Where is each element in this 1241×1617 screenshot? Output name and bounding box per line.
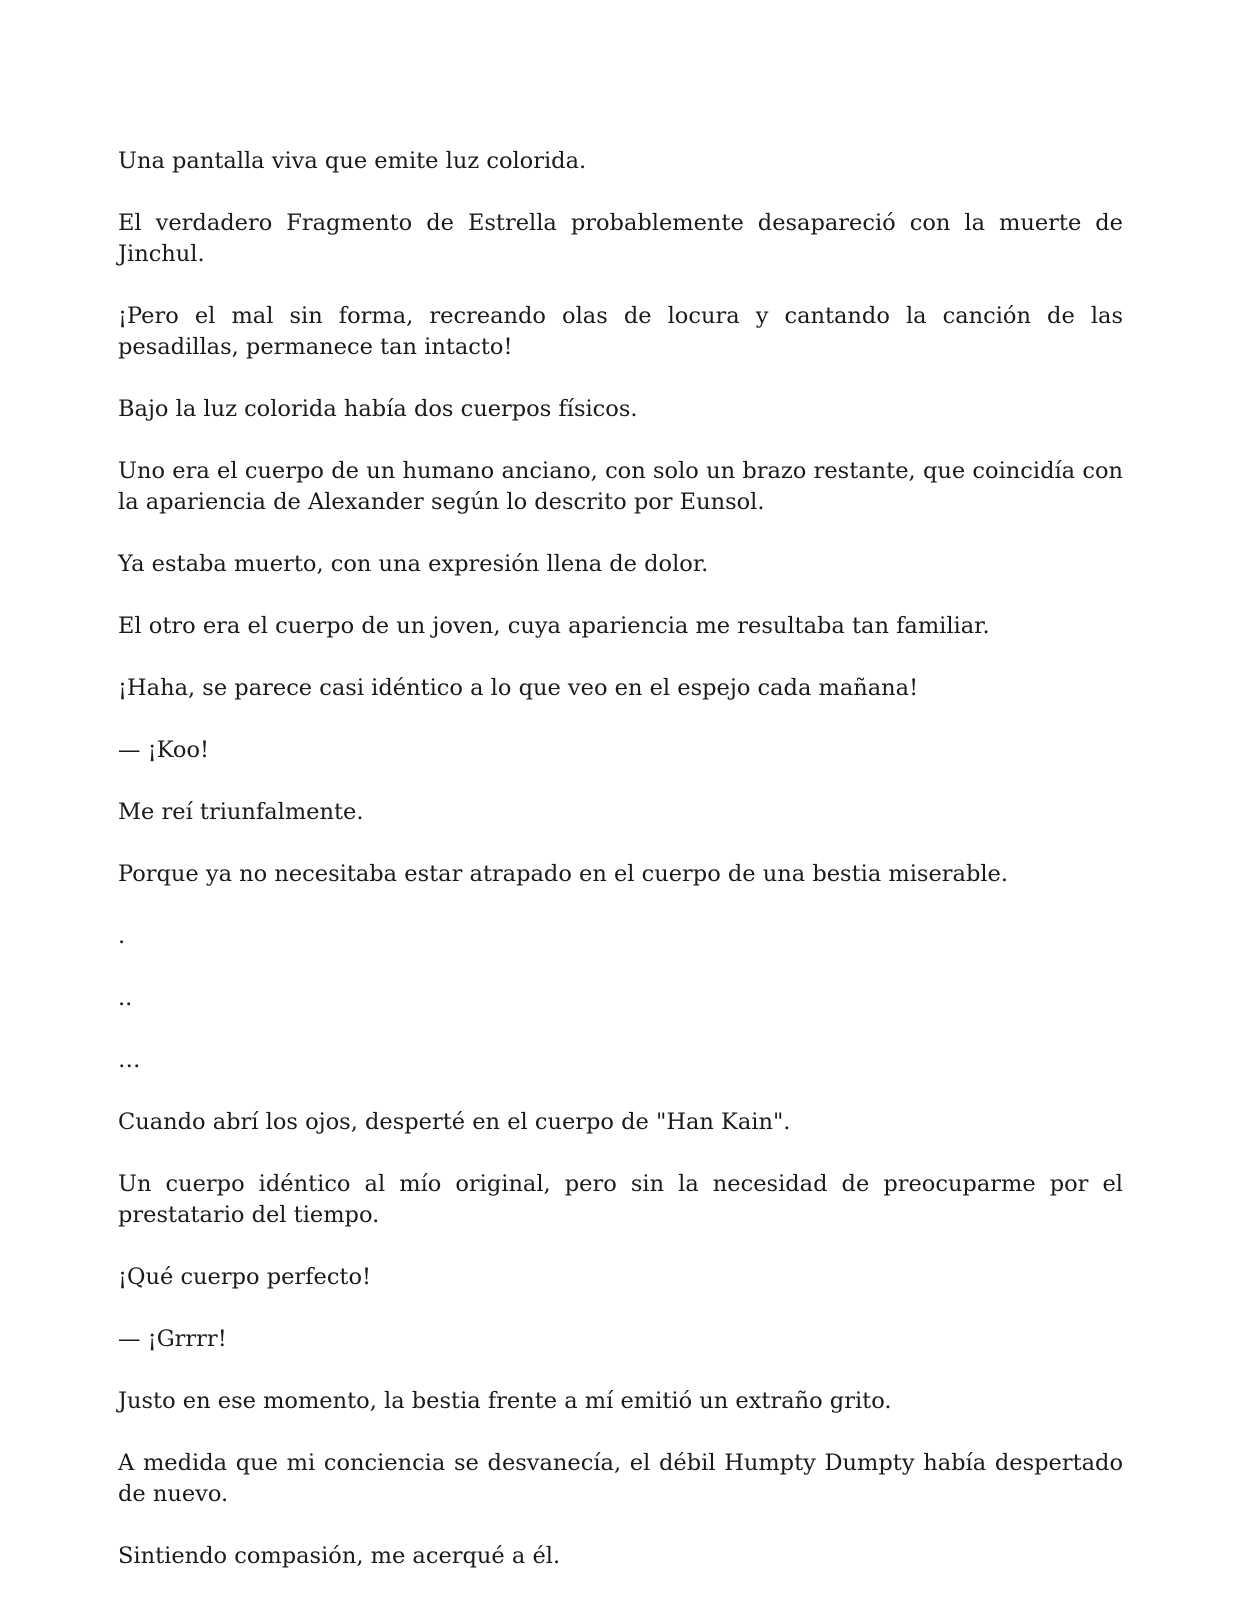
paragraph: Porque ya no necesitaba estar atrapado en el cuerpo de una bestia miserable. (118, 861, 1009, 887)
paragraph: Una pantalla viva que emite luz colorida. (118, 148, 587, 174)
paragraph: Justo en ese momento, la bestia frente a mí emitió un extraño grito. (118, 1388, 892, 1414)
paragraph: Un cuerpo idéntico al mío original, pero sin la necesidad de preocuparme por el prestatario del tiempo. (118, 1171, 1123, 1228)
paragraph: El otro era el cuerpo de un joven, cuya apariencia me resultaba tan familiar. (118, 613, 990, 639)
paragraph: El verdadero Fragmento de Estrella probablemente desapareció con la muerte de Jinchul. (118, 210, 1123, 267)
paragraph: … (118, 1047, 141, 1073)
paragraph: Cuando abrí los ojos, desperté en el cuerpo de "Han Kain". (118, 1109, 791, 1135)
paragraph: ¡Qué cuerpo perfecto! (118, 1264, 372, 1290)
paragraph: ¡Haha, se parece casi idéntico a lo que veo en el espejo cada mañana! (118, 675, 919, 701)
document-body (118, 146, 1123, 1603)
paragraph: ¡Pero el mal sin forma, recreando olas de locura y cantando la canción de las pesadillas, permanece tan intacto! (118, 303, 1123, 360)
paragraph: — ¡Grrrr! (118, 1326, 227, 1352)
paragraph: Ya estaba muerto, con una expresión llena de dolor. (118, 551, 709, 577)
paragraph: .. (118, 985, 133, 1011)
paragraph: Me reí triunfalmente. (118, 799, 364, 825)
paragraph: Uno era el cuerpo de un humano anciano, con solo un brazo restante, que coincidía con la apariencia de Alexander según lo descrito por Eunsol. (118, 458, 1123, 515)
paragraph: . (118, 923, 126, 949)
paragraph: — ¡Koo! (118, 737, 210, 763)
paragraph: Bajo la luz colorida había dos cuerpos físicos. (118, 396, 638, 422)
paragraph: A medida que mi conciencia se desvanecía, el débil Humpty Dumpty había despertado de nuevo. (118, 1450, 1123, 1507)
paragraph: Sintiendo compasión, me acerqué a él. (118, 1543, 561, 1569)
